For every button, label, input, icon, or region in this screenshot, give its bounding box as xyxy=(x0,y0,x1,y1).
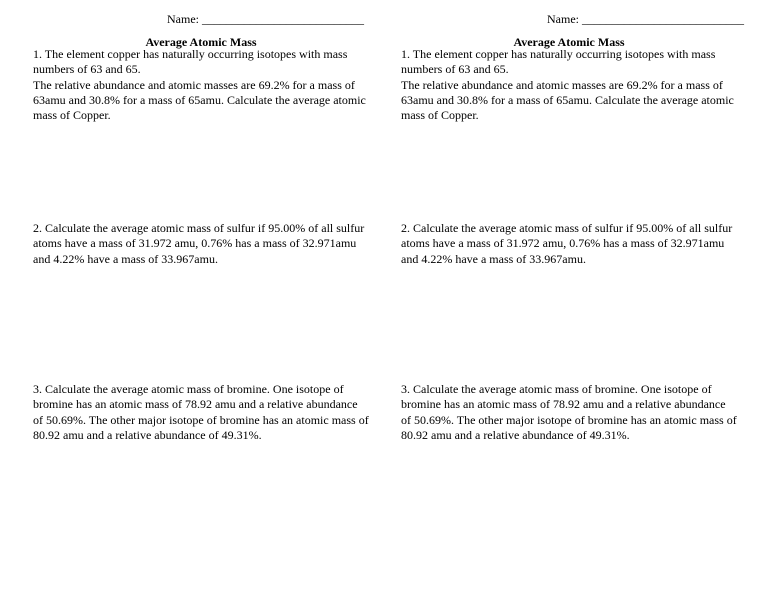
worksheet-right xyxy=(401,0,744,593)
worksheet-title: Average Atomic Mass xyxy=(513,35,625,49)
question-1-part-2: The relative abundance and atomic masses are 69.2% for a mass of 63amu and 30.8% for a mass of 65amu. Calculate the average atomic mass of Copper. xyxy=(33,77,366,123)
question-1-part-2: The relative abundance and atomic masses are 69.2% for a mass of 63amu and 30.8% for a mass of 65amu. Calculate the average atomic mass of Copper. xyxy=(401,77,734,123)
question-1-part-1: 1. The element copper has naturally occurring isotopes with mass numbers of 63 and 65. xyxy=(401,47,716,77)
question-1 xyxy=(401,47,737,123)
question-3: 3. Calculate the average atomic mass of bromine. One isotope of bromine has an atomic mass of 78.92 amu and a relative abundance of 50.69%. The other major isotope of bromine has an atomic mass of 80.92 amu and a relative abundance of 49.31%. xyxy=(33,382,369,442)
question-2: 2. Calculate the average atomic mass of sulfur if 95.00% of all sulfur atoms have a mass of 31.972 amu, 0.76% has a mass of 32.971amu and 4.22% have a mass of 33.967amu. xyxy=(401,221,733,266)
name-field: Name: ___________________________ xyxy=(547,12,744,26)
worksheet-left xyxy=(33,0,369,593)
question-2: 2. Calculate the average atomic mass of sulfur if 95.00% of all sulfur atoms have a mass of 31.972 amu, 0.76% has a mass of 32.971amu and 4.22% have a mass of 33.967amu. xyxy=(33,221,365,266)
question-1 xyxy=(33,47,369,123)
question-3: 3. Calculate the average atomic mass of bromine. One isotope of bromine has an atomic mass of 78.92 amu and a relative abundance of 50.69%. The other major isotope of bromine has an atomic mass of 80.92 amu and a relative abundance of 49.31%. xyxy=(401,382,737,442)
name-field: Name: ___________________________ xyxy=(167,12,364,26)
worksheet-title: Average Atomic Mass xyxy=(145,35,257,49)
question-1-part-1: 1. The element copper has naturally occurring isotopes with mass numbers of 63 and 65. xyxy=(33,47,348,77)
